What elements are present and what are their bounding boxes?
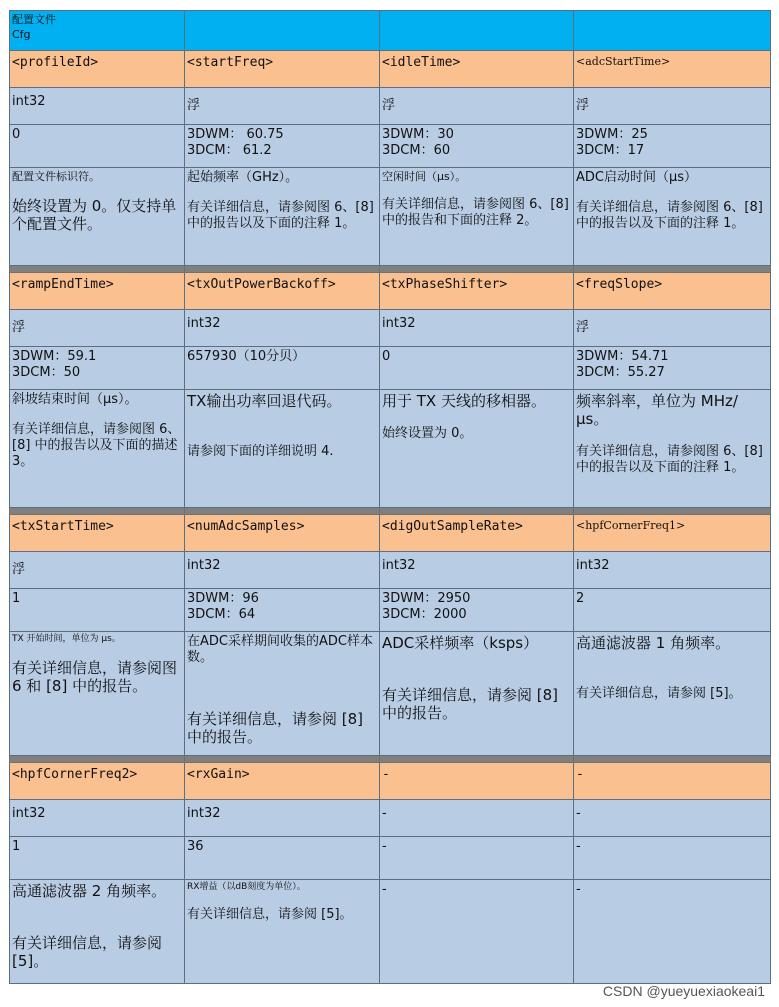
param-value: 3DWM：59.1 3DCM：50 [10,347,185,390]
param-type: 浮 [185,88,380,125]
param-value: - [574,837,771,880]
param-description: TX 开始时间，单位为 μs。 有关详细信息，请参阅图 6 和 [8] 中的报告。 [10,632,185,756]
type-row [10,310,771,347]
description-row [10,168,771,266]
param-header: <idleTime> [380,51,574,88]
param-description: TX输出功率回退代码。 请参阅下面的详细说明 4. [185,390,380,508]
profile-cfg-table [9,10,771,984]
param-type: 浮 [574,310,771,347]
param-description: 用于 TX 天线的移相器。 始终设置为 0。 [380,390,574,508]
description-row [10,390,771,508]
param-description: 配置文件标识符。 始终设置为 0。仅支持单个配置文件。 [10,168,185,266]
param-type: int32 [185,552,380,589]
title-empty-cell [380,11,574,51]
param-description: 起始频率（GHz）。 有关详细信息，请参阅图 6、[8] 中的报告以及下面的注释 1。 [185,168,380,266]
title-row [10,11,771,51]
param-type: 浮 [10,552,185,589]
param-value: 0 [10,125,185,168]
param-description: ADC启动时间（μs） 有关详细信息，请参阅图 6、[8] 中的报告以及下面的注释 1。 [574,168,771,266]
param-value: 3DWM： 60.75 3DCM： 61.2 [185,125,380,168]
separator-row [10,756,771,763]
param-value: 1 [10,589,185,632]
type-row [10,552,771,589]
param-value: 1 [10,837,185,880]
value-row [10,125,771,168]
param-value: 3DWM：25 3DCM：17 [574,125,771,168]
param-header: <adcStartTime> [574,51,771,88]
param-description: 空闲时间（μs）。 有关详细信息，请参阅图 6、[8] 中的报告和下面的注释 2。 [380,168,574,266]
param-header: <freqSlope> [574,273,771,310]
param-header: <digOutSampleRate> [380,515,574,552]
param-header: <hpfCornerFreq1> [574,515,771,552]
param-type: 浮 [380,88,574,125]
type-row [10,88,771,125]
param-type: 浮 [574,88,771,125]
param-header: - [380,763,574,800]
param-description: 频率斜率，单位为 MHz/μs。 有关详细信息，请参阅图 6、[8] 中的报告以及下面的注释 1。 [574,390,771,508]
param-header: <numAdcSamples> [185,515,380,552]
param-value: 657930（10分贝） [185,347,380,390]
title-line1: 配置文件 [12,13,56,26]
param-type: - [574,800,771,837]
param-type: int32 [380,310,574,347]
separator-row [10,508,771,515]
param-value: 3DWM：2950 3DCM：2000 [380,589,574,632]
param-value: 3DWM：54.71 3DCM：55.27 [574,347,771,390]
title-empty-cell [574,11,771,51]
param-value: 0 [380,347,574,390]
param-header: - [574,763,771,800]
param-value: 3DWM：30 3DCM：60 [380,125,574,168]
param-value: 2 [574,589,771,632]
param-header: <hpfCornerFreq2> [10,763,185,800]
header-row [10,763,771,800]
param-type: int32 [185,800,380,837]
param-value: 3DWM：96 3DCM：64 [185,589,380,632]
title-empty-cell [185,11,380,51]
param-description: ADC采样频率（ksps） 有关详细信息，请参阅 [8] 中的报告。 [380,632,574,756]
description-row [10,632,771,756]
param-type: 浮 [10,310,185,347]
param-header: <txOutPowerBackoff> [185,273,380,310]
param-type: int32 [10,88,185,125]
param-description: 在ADC采样期间收集的ADC样本数。 有关详细信息，请参阅 [8] 中的报告。 [185,632,380,756]
header-row [10,515,771,552]
param-value: - [380,837,574,880]
param-header: <profileId> [10,51,185,88]
title-cell [10,11,185,51]
value-row [10,837,771,880]
param-type: int32 [380,552,574,589]
title-line2: Cfg [12,28,31,41]
param-description: 斜坡结束时间（μs）。 有关详细信息，请参阅图 6、[8] 中的报告以及下面的描述 3。 [10,390,185,508]
description-row [10,880,771,984]
separator-row [10,266,771,273]
param-description: 高通滤波器 2 角频率。 有关详细信息，请参阅 [5]。 [10,880,185,984]
param-description: - [380,880,574,984]
param-description: RX增益（以dB刻度为单位）。 有关详细信息，请参阅 [5]。 [185,880,380,984]
param-header: <txPhaseShifter> [380,273,574,310]
param-type: int32 [574,552,771,589]
type-row [10,800,771,837]
param-value: 36 [185,837,380,880]
param-type: int32 [10,800,185,837]
param-type: int32 [185,310,380,347]
param-type: - [380,800,574,837]
value-row [10,347,771,390]
param-description: 高通滤波器 1 角频率。 有关详细信息，请参阅 [5]。 [574,632,771,756]
param-header: <rxGain> [185,763,380,800]
value-row [10,589,771,632]
param-description: - [574,880,771,984]
param-header: <rampEndTime> [10,273,185,310]
param-header: <txStartTime> [10,515,185,552]
param-header: <startFreq> [185,51,380,88]
header-row [10,51,771,88]
header-row [10,273,771,310]
watermark: CSDN @yueyuexiaokeai1 [602,983,765,999]
